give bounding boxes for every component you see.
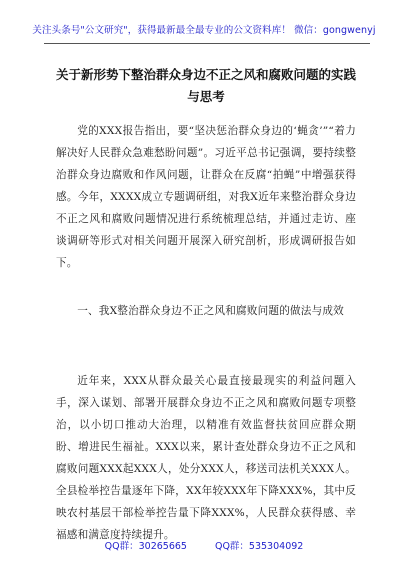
footer-qq-group-1: QQ群：30265665 xyxy=(104,541,187,552)
section-heading-1: 一、我X整治群众身边不正之风和腐败问题的做法与成效 xyxy=(77,305,344,317)
paragraph-section-1: 近年来，XXX从群众最关心最直接最现实的利益问题入手，深入谋划、部署开展群众身边不正之风和腐败问题专项整治，以小切口推动大治理，以精准有效监督扶贫回应群众期盼、增进民生福祉。XXX以来，累计查处群众身边不正之风和腐败问题XXX起XXX人，处分XXX人，移送司法机关XXX人。全县检举控告量逐年下降，XX年较XXX年下降XXX%，其中反映农村基层干部检举控告量下降XXX%，人民群众获得感、幸福感和满意度持续提升。 xyxy=(56,375,356,541)
footer-qq-group-2: QQ群：535304092 xyxy=(214,541,304,552)
document-title: 关于新形势下整治群众身边不正之风和腐败问题的实践与思考 xyxy=(56,67,357,104)
paragraph-intro: 党的XXX报告指出，要“坚决惩治群众身边的‘蝇贪’”“着力解决好人民群众急难愁盼问题”。习近平总书记强调，要持续整治群众身边腐败和作风问题，让群众在反腐“拍蝇”中增强获得感。今年，XXXX成立专题调研组，对我X近年来整治群众身边不正之风和腐败问题情况进行系统梳理总结，并通过走访、座谈调研等形式对相关问题开展深入研究剖析，形成调研报告如下。 xyxy=(56,125,356,269)
header-banner: 关注头条号"公文研究"，获得最新最全最专业的公文资料库！ 微信：gongwenyj xyxy=(32,25,376,36)
header-divider xyxy=(44,43,370,44)
footer-contacts xyxy=(0,538,408,552)
